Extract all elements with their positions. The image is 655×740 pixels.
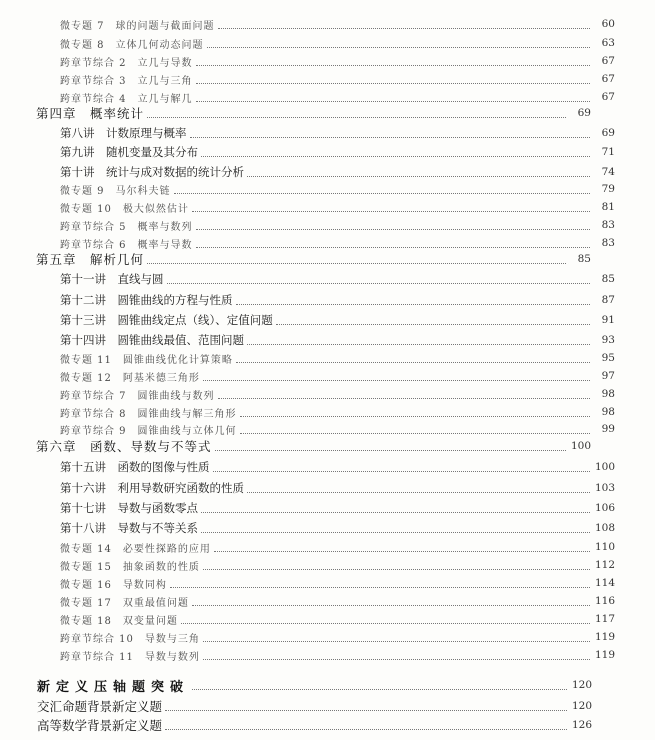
dot-leader <box>196 246 590 248</box>
toc-lecture[interactable] <box>0 163 655 181</box>
toc-lecture-title: 第十四讲 圆锥曲线最值、范围问题 <box>60 333 244 347</box>
toc-entry[interactable] <box>0 574 655 592</box>
toc-lecture-title: 第八讲 计数原理与概率 <box>60 126 187 140</box>
toc-lecture[interactable] <box>0 499 655 517</box>
toc-lecture-title: 第十八讲 导数与不等关系 <box>60 521 198 535</box>
toc-entry[interactable] <box>0 420 655 438</box>
toc-page-number: 106 <box>594 502 615 514</box>
dot-leader <box>192 688 567 690</box>
toc-part-title: 新定义压轴题突破 <box>37 679 190 695</box>
toc-lecture[interactable] <box>0 519 655 537</box>
toc-entry[interactable] <box>0 198 655 216</box>
dot-leader <box>213 470 591 472</box>
toc-page-number: 116 <box>594 595 615 607</box>
dot-leader <box>147 262 566 264</box>
toc-entry[interactable] <box>0 538 655 556</box>
toc-entry[interactable] <box>0 216 655 234</box>
toc-page-number: 99 <box>601 423 615 435</box>
toc-chapter-title: 第四章 概率统计 <box>36 106 145 121</box>
toc-page-number: 83 <box>601 219 615 231</box>
toc-page-number: 74 <box>601 166 615 178</box>
toc-lecture-title: 第九讲 随机变量及其分布 <box>60 145 198 159</box>
toc-entry[interactable] <box>0 349 655 367</box>
toc-entry-title: 微专题 15 抽象函数的性质 <box>60 561 200 573</box>
dot-leader <box>190 136 591 138</box>
toc-chapter[interactable] <box>0 437 631 455</box>
dot-leader <box>218 27 590 29</box>
toc-page-number: 110 <box>594 541 615 553</box>
toc-entry-title: 微专题 12 阿基米德三角形 <box>60 372 200 384</box>
toc-entry-title: 跨章节综合 4 立几与解几 <box>60 93 193 105</box>
toc-lecture[interactable] <box>0 311 655 329</box>
toc-lecture[interactable] <box>0 479 655 497</box>
toc-entry[interactable] <box>0 15 655 33</box>
toc-entry-title: 跨章节综合 11 导数与数列 <box>60 651 200 663</box>
toc-page-number: 69 <box>577 107 591 119</box>
toc-chapter-title: 第六章 函数、导数与不等式 <box>36 439 212 454</box>
toc-chapter-title: 第五章 解析几何 <box>36 252 145 267</box>
dot-leader <box>181 622 590 624</box>
dot-leader <box>247 343 590 345</box>
toc-entry[interactable] <box>0 367 655 385</box>
dot-leader <box>236 303 591 305</box>
toc-lecture[interactable] <box>0 291 655 309</box>
dot-leader <box>236 361 590 363</box>
dot-leader <box>165 709 567 711</box>
dot-leader <box>218 397 590 399</box>
toc-entry-title: 微专题 17 双重最值问题 <box>60 597 189 609</box>
toc-page-number: 126 <box>571 719 592 731</box>
toc-entry-title: 微专题 11 圆锥曲线优化计算策略 <box>60 354 233 366</box>
dot-leader <box>240 432 590 434</box>
toc-page-number: 119 <box>594 649 615 661</box>
toc-page-number: 120 <box>571 679 592 691</box>
toc-entry[interactable] <box>0 70 655 88</box>
toc-entry-title: 微专题 10 极大似然估计 <box>60 203 189 215</box>
toc-page-number: 108 <box>594 522 615 534</box>
toc-page-number: 85 <box>601 273 615 285</box>
toc-page-number: 97 <box>601 370 615 382</box>
dot-leader <box>196 64 590 66</box>
toc-page-number: 91 <box>601 314 615 326</box>
toc-page-number: 117 <box>594 613 615 625</box>
toc-page-number: 60 <box>601 18 615 30</box>
toc-page-number: 87 <box>601 294 615 306</box>
toc-entry-title: 跨章节综合 9 圆锥曲线与立体几何 <box>60 425 237 437</box>
toc-lecture-title: 第十二讲 圆锥曲线的方程与性质 <box>60 293 233 307</box>
toc-entry-title: 跨章节综合 8 圆锥曲线与解三角形 <box>60 408 237 420</box>
toc-chapter[interactable] <box>0 104 631 122</box>
dot-leader <box>247 491 590 493</box>
dot-leader <box>247 175 590 177</box>
toc-page-number: 98 <box>601 388 615 400</box>
toc-lecture-title: 第十六讲 利用导数研究函数的性质 <box>60 481 244 495</box>
toc-lecture-title: 第十讲 统计与成对数据的统计分析 <box>60 165 244 179</box>
dot-leader <box>240 415 590 417</box>
toc-entry-title: 跨章节综合 2 立几与导数 <box>60 57 193 69</box>
dot-leader <box>174 192 590 194</box>
dot-leader <box>203 658 590 660</box>
toc-page-number: 79 <box>601 183 615 195</box>
toc-page-number: 71 <box>601 146 615 158</box>
toc-page-number: 100 <box>570 440 591 452</box>
toc-lecture[interactable] <box>0 270 655 288</box>
toc-entry-title: 跨章节综合 7 圆锥曲线与数列 <box>60 390 215 402</box>
toc-entry-title: 跨章节综合 3 立几与三角 <box>60 75 193 87</box>
toc-page-number: 103 <box>594 482 615 494</box>
toc-lecture[interactable] <box>0 124 655 142</box>
toc-entry[interactable] <box>0 610 655 628</box>
toc-entry[interactable] <box>0 52 655 70</box>
toc-page-number: 114 <box>594 577 615 589</box>
dot-leader <box>201 155 590 157</box>
dot-leader <box>215 449 566 451</box>
toc-lecture[interactable] <box>0 331 655 349</box>
toc-page-number: 69 <box>601 127 615 139</box>
toc-entry-title: 跨章节综合 6 概率与导数 <box>60 239 193 251</box>
dot-leader <box>196 82 590 84</box>
toc-page-number: 100 <box>594 461 615 473</box>
toc-entry[interactable] <box>0 556 655 574</box>
toc-entry-title: 跨章节综合 10 导数与三角 <box>60 633 200 645</box>
toc-entry[interactable] <box>0 697 632 715</box>
toc-entry-title: 高等数学背景新定义题 <box>37 718 163 733</box>
dot-leader <box>201 531 590 533</box>
toc-entry[interactable] <box>0 385 655 403</box>
toc-lecture-title: 第十一讲 直线与圆 <box>60 272 164 286</box>
dot-leader <box>165 728 567 730</box>
toc-entry[interactable] <box>0 646 655 664</box>
dot-leader <box>203 379 590 381</box>
toc-page-number: 63 <box>601 37 615 49</box>
toc-entry[interactable] <box>0 716 632 734</box>
toc-entry-title: 微专题 9 马尔科夫链 <box>60 185 171 197</box>
toc-lecture-title: 第十三讲 圆锥曲线定点（线）、定值问题 <box>60 313 273 327</box>
dot-leader <box>201 511 590 513</box>
toc-page-number: 119 <box>594 631 615 643</box>
toc-entry[interactable] <box>0 180 655 198</box>
toc-page-number: 112 <box>594 559 615 571</box>
toc-page-number: 83 <box>601 237 615 249</box>
dot-leader <box>203 640 590 642</box>
toc-page-number: 95 <box>601 352 615 364</box>
dot-leader <box>207 46 590 48</box>
toc-entry-title: 跨章节综合 5 概率与数列 <box>60 221 193 233</box>
dot-leader <box>147 116 566 118</box>
dot-leader <box>276 323 590 325</box>
toc-entry-title: 微专题 14 必要性探路的应用 <box>60 543 211 555</box>
toc-page-number: 67 <box>601 73 615 85</box>
toc-page-number: 81 <box>601 201 615 213</box>
toc-entry[interactable] <box>0 592 655 610</box>
toc-entry[interactable] <box>0 403 655 421</box>
dot-leader <box>196 228 590 230</box>
toc-page-number: 98 <box>601 406 615 418</box>
toc-page-number: 67 <box>601 55 615 67</box>
toc-page-number: 120 <box>571 700 592 712</box>
toc-entry-title: 微专题 7 球的问题与截面问题 <box>60 20 215 32</box>
toc-page-number: 85 <box>577 253 591 265</box>
toc-lecture-title: 第十五讲 函数的图像与性质 <box>60 460 210 474</box>
toc-entry-title: 微专题 18 双变量问题 <box>60 615 178 627</box>
toc-entry-title: 微专题 16 导数同构 <box>60 579 167 591</box>
dot-leader <box>192 604 590 606</box>
dot-leader <box>192 210 590 212</box>
toc-lecture[interactable] <box>0 458 655 476</box>
toc-chapter[interactable] <box>0 250 631 268</box>
toc-entry-title: 交汇命题背景新定义题 <box>37 699 163 714</box>
dot-leader <box>170 586 590 588</box>
toc-entry[interactable] <box>0 628 655 646</box>
toc-page-number: 93 <box>601 334 615 346</box>
toc-entry-title: 微专题 8 立体几何动态问题 <box>60 39 204 51</box>
dot-leader <box>203 568 590 570</box>
dot-leader <box>196 100 590 102</box>
toc-page-number: 67 <box>601 91 615 103</box>
toc-part-heading[interactable] <box>0 676 632 694</box>
dot-leader <box>167 282 591 284</box>
toc-lecture-title: 第十七讲 导数与函数零点 <box>60 501 198 515</box>
toc-lecture[interactable] <box>0 143 655 161</box>
dot-leader <box>214 550 590 552</box>
toc-entry[interactable] <box>0 34 655 52</box>
